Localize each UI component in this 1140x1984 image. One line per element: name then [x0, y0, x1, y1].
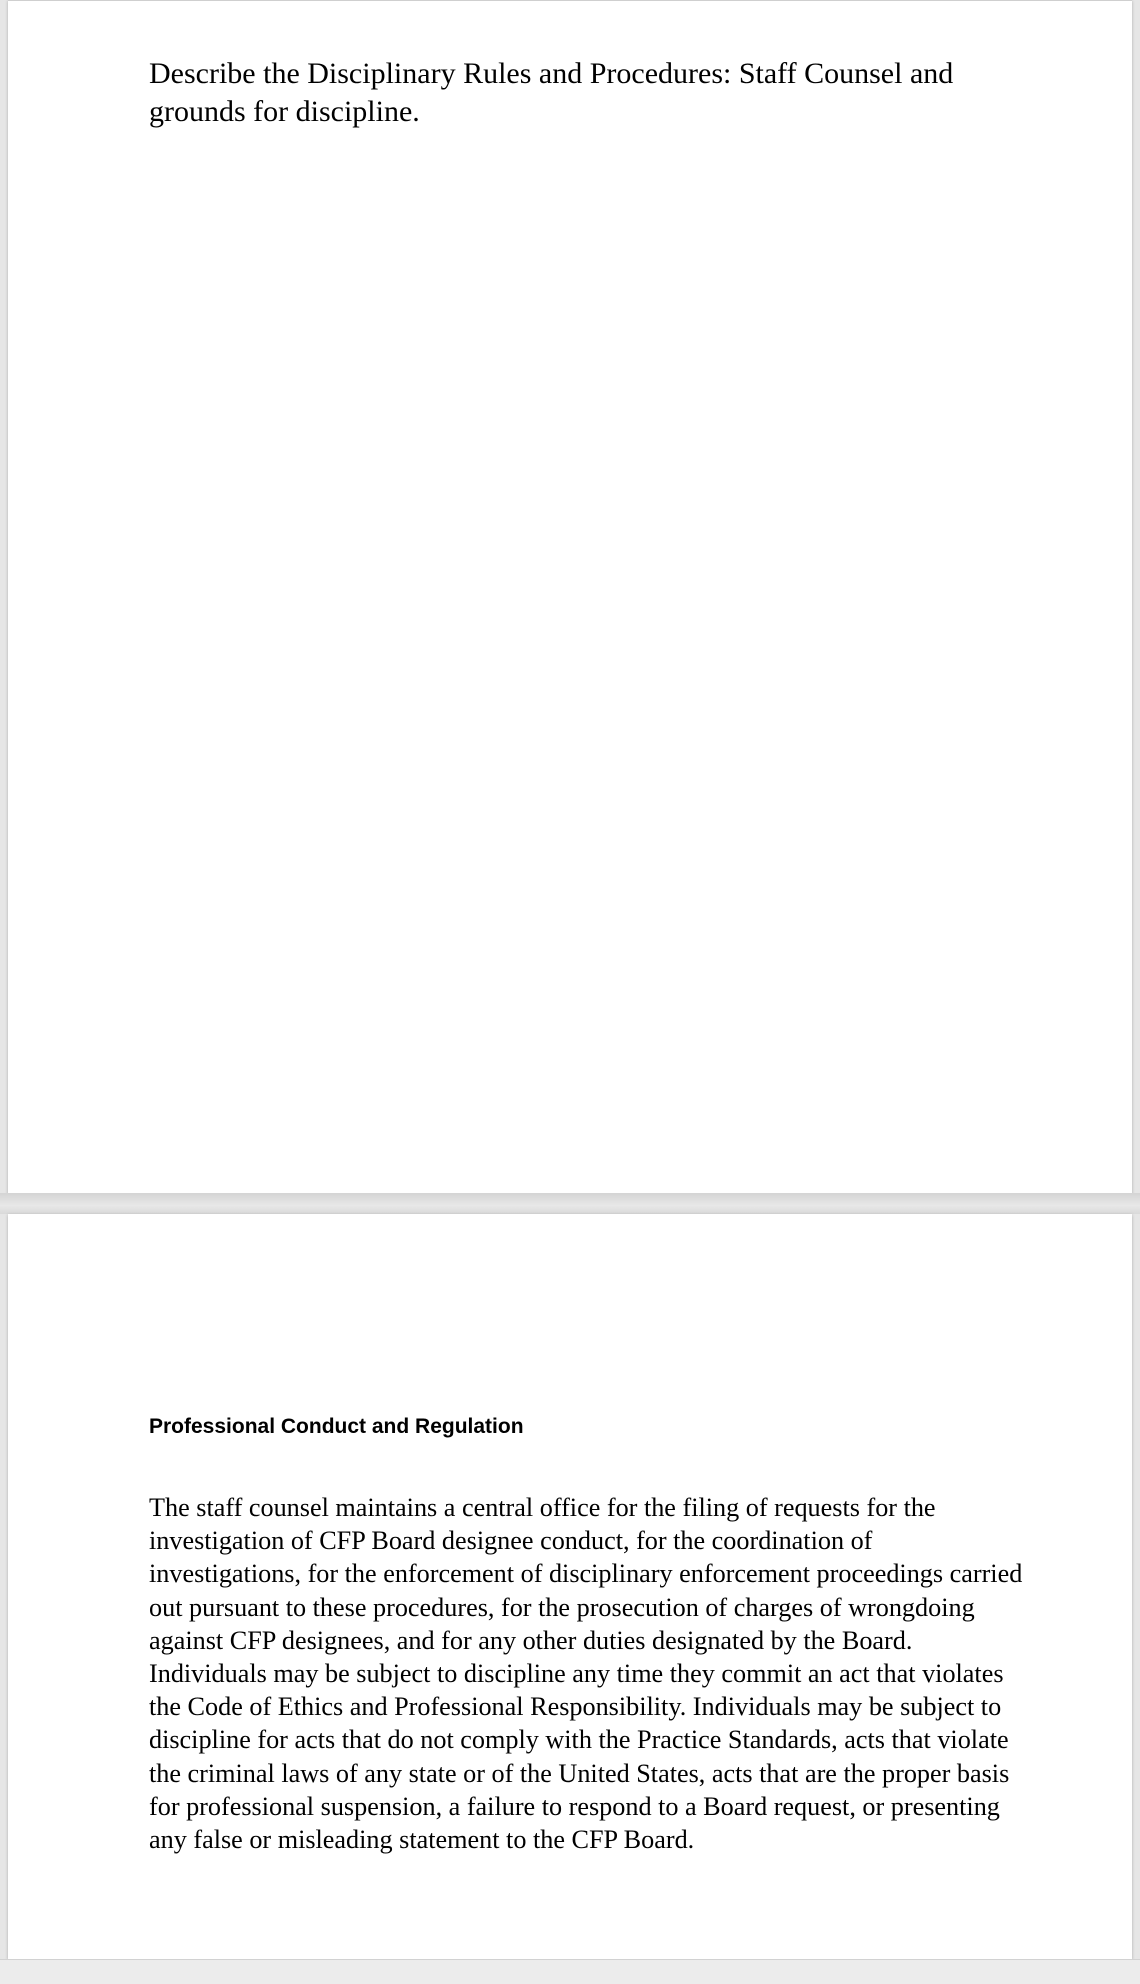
section-heading: Professional Conduct and Regulation — [149, 1415, 524, 1438]
viewer-bottom-edge — [0, 1959, 1140, 1984]
answer-paragraph: The staff counsel maintains a central office for the filing of requests for the investigation of CFP Board designee conduct, for the coordination of investigations, for the enforcement of disciplinary enforcement proceedings carried out pursuant to these procedures, for the prosecution of charges of wrongdoing against CFP designees, and for any other duties designated by the Board. Individuals may be subject to discipline any time they commit an act that violates the Code of Ethics and Professional Responsibility. Individuals may be subject to discipline for acts that do not comply with the Practice Standards, acts that violate the criminal laws of any state or of the United States, acts that are the proper basis for professional suspension, a failure to respond to a Board request, or presenting any false or misleading statement to the CFP Board. — [149, 1493, 1023, 1855]
question-text: Describe the Disciplinary Rules and Procedures: Staff Counsel and grounds for discipline. — [149, 57, 954, 128]
document-page-1 — [8, 0, 1132, 1194]
document-page-2 — [8, 1214, 1132, 1959]
page-separator — [0, 1193, 1140, 1214]
